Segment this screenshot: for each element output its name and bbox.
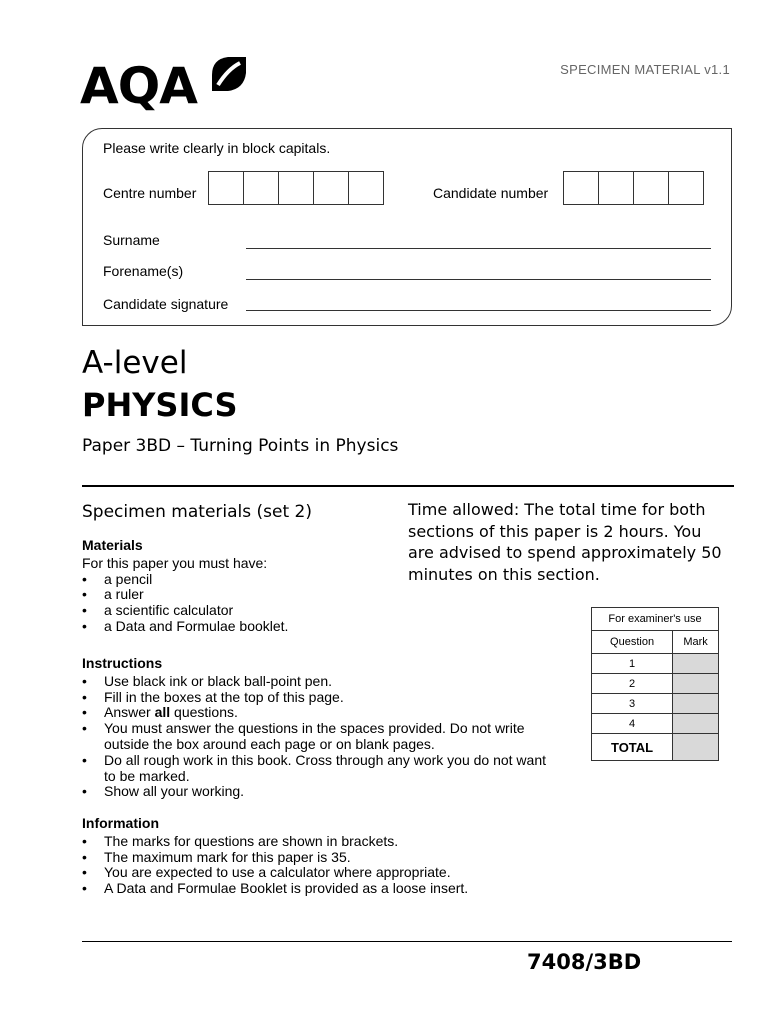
list-item: • Answer all questions. bbox=[82, 705, 552, 721]
subject-title: PHYSICS bbox=[82, 386, 238, 424]
surname-line[interactable] bbox=[246, 247, 711, 249]
list-item: • a pencil bbox=[82, 572, 552, 588]
centre-number-digit-box[interactable] bbox=[313, 171, 349, 205]
information-heading: Information bbox=[82, 815, 159, 831]
time-allowed: Time allowed: The total time for both sections of this paper is 2 hours. You are advised to spend approximately 50 minutes on this section. bbox=[408, 500, 722, 584]
leaf-check-icon bbox=[210, 55, 248, 93]
instructions-heading: Instructions bbox=[82, 655, 163, 671]
centre-number-digit-box[interactable] bbox=[348, 171, 384, 205]
question-number: 2 bbox=[592, 674, 673, 694]
list-item: • The maximum mark for this paper is 35. bbox=[82, 850, 552, 866]
candidate-number-digit-box[interactable] bbox=[668, 171, 704, 205]
information-section bbox=[82, 816, 552, 897]
information-list bbox=[82, 834, 552, 897]
list-item: • You must answer the questions in the spaces provided. Do not write outside the box around each page or on blank pages. bbox=[82, 721, 552, 753]
candidate-number-boxes[interactable] bbox=[564, 171, 704, 205]
list-item: • A Data and Formulae Booklet is provided as a loose insert. bbox=[82, 881, 552, 897]
candidate-number-digit-box[interactable] bbox=[633, 171, 669, 205]
signature-line[interactable] bbox=[246, 309, 711, 311]
list-item: • Fill in the boxes at the top of this page. bbox=[82, 690, 552, 706]
forename-line[interactable] bbox=[246, 278, 711, 280]
instructions-list bbox=[82, 674, 552, 800]
instructions-section bbox=[82, 656, 552, 800]
list-item: • Show all your working. bbox=[82, 784, 552, 800]
specimen-set: Specimen materials (set 2) bbox=[82, 502, 312, 522]
mark-cell bbox=[673, 694, 719, 714]
candidate-number-digit-box[interactable] bbox=[598, 171, 634, 205]
examiner-use-title: For examiner's use bbox=[592, 608, 719, 631]
paper-title: Paper 3BD – Turning Points in Physics bbox=[82, 436, 399, 456]
list-item: • You are expected to use a calculator where appropriate. bbox=[82, 865, 552, 881]
list-item: • Do all rough work in this book. Cross through any work you do not want to be marked. bbox=[82, 753, 552, 785]
list-item: • a ruler bbox=[82, 587, 552, 603]
mark-cell bbox=[673, 654, 719, 674]
materials-section bbox=[82, 538, 552, 635]
centre-number-label: Centre number bbox=[103, 185, 197, 201]
mark-cell bbox=[673, 674, 719, 694]
centre-number-digit-box[interactable] bbox=[278, 171, 314, 205]
table-row bbox=[592, 674, 719, 694]
question-column-header: Question bbox=[592, 631, 673, 654]
materials-list bbox=[82, 572, 552, 635]
divider bbox=[82, 485, 734, 487]
forename-label: Forename(s) bbox=[103, 263, 184, 279]
specimen-version: SPECIMEN MATERIAL v1.1 bbox=[560, 62, 730, 77]
table-row bbox=[592, 694, 719, 714]
list-item: • a Data and Formulae booklet. bbox=[82, 619, 552, 635]
mark-cell bbox=[673, 714, 719, 734]
question-number: 1 bbox=[592, 654, 673, 674]
question-number: 3 bbox=[592, 694, 673, 714]
footer-divider bbox=[82, 941, 732, 942]
total-label: TOTAL bbox=[592, 734, 673, 761]
list-item: • Use black ink or black ball-point pen. bbox=[82, 674, 552, 690]
surname-label: Surname bbox=[103, 232, 160, 248]
centre-number-digit-box[interactable] bbox=[243, 171, 279, 205]
question-number: 4 bbox=[592, 714, 673, 734]
table-row bbox=[592, 714, 719, 734]
total-mark-cell bbox=[673, 734, 719, 761]
examiner-use-table bbox=[591, 607, 719, 761]
centre-number-boxes[interactable] bbox=[209, 171, 384, 205]
candidate-number-label: Candidate number bbox=[433, 185, 549, 201]
block-capitals-instruction: Please write clearly in block capitals. bbox=[103, 140, 331, 156]
mark-column-header: Mark bbox=[673, 631, 719, 654]
candidate-details-box bbox=[82, 128, 732, 326]
materials-heading: Materials bbox=[82, 537, 143, 553]
candidate-number-digit-box[interactable] bbox=[563, 171, 599, 205]
paper-code: 7408/3BD bbox=[527, 950, 642, 974]
materials-intro: For this paper you must have: bbox=[82, 554, 268, 571]
qualification-level: A-level bbox=[82, 345, 188, 381]
centre-number-digit-box[interactable] bbox=[208, 171, 244, 205]
aqa-logo-text: AQA bbox=[80, 57, 197, 115]
signature-label: Candidate signature bbox=[103, 296, 229, 312]
list-item: • a scientific calculator bbox=[82, 603, 552, 619]
total-row bbox=[592, 734, 719, 761]
list-item: • The marks for questions are shown in brackets. bbox=[82, 834, 552, 850]
table-row bbox=[592, 654, 719, 674]
